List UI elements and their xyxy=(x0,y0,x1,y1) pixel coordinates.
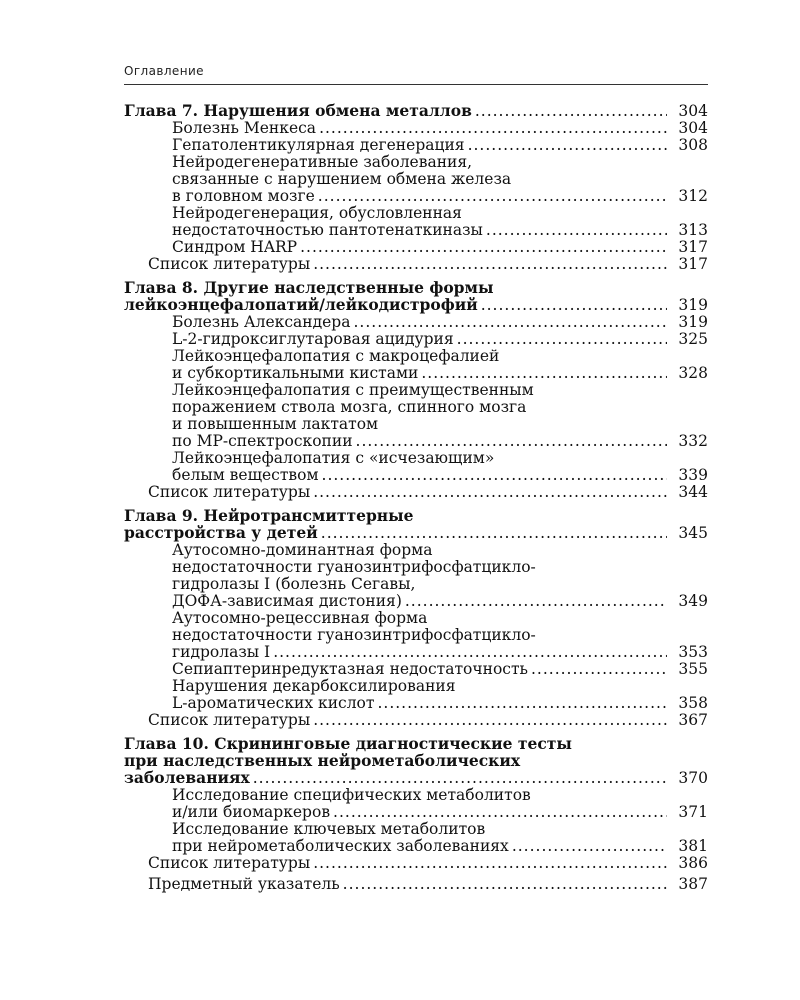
toc-page-number: 381 xyxy=(678,837,708,855)
dot-leader xyxy=(313,712,667,729)
toc-page-number: 319 xyxy=(678,313,708,331)
dot-leader xyxy=(512,838,667,855)
toc-page-number: 370 xyxy=(678,769,708,787)
dot-leader xyxy=(319,120,667,137)
toc-entry-title-line: Синдром HARP xyxy=(172,238,298,256)
toc-entry-title-line: L-2-гидроксиглутаровая ацидурия xyxy=(172,330,454,348)
toc-page-number: 319 xyxy=(678,296,708,314)
toc-entry-title-line: и повышенным лактатом xyxy=(172,415,379,433)
toc-entry-title-line: Список литературы xyxy=(148,711,311,729)
toc-entry-title-line: Глава 10. Скрининговые диагностические тесты xyxy=(124,734,572,753)
toc-page-number: 344 xyxy=(678,483,708,501)
toc-page-number: 313 xyxy=(678,221,708,239)
toc-entry-title-line: лейкоэнцефалопатий/лейкодистрофий xyxy=(124,295,478,314)
running-head: Оглавление xyxy=(124,64,204,78)
toc-entry[interactable] xyxy=(124,821,708,855)
toc-entry-title-line: Болезнь Менкеса xyxy=(172,119,317,137)
dot-leader xyxy=(273,644,667,661)
toc-page-number: 317 xyxy=(678,255,708,273)
toc-page-number: 304 xyxy=(678,102,708,120)
toc-entry-title-line: и/или биомаркеров xyxy=(172,803,331,821)
toc-entry[interactable] xyxy=(124,239,708,256)
toc-entry-title-line: недостаточности гуанозинтрифосфатцикло- xyxy=(172,558,536,576)
toc-entry[interactable] xyxy=(124,450,708,484)
toc-entry[interactable] xyxy=(124,205,708,239)
dot-leader xyxy=(321,525,667,542)
dot-leader xyxy=(300,239,667,256)
toc-entry-title-line: Исследование специфических метаболитов xyxy=(172,786,531,804)
dot-leader xyxy=(253,770,667,787)
dot-leader xyxy=(353,314,667,331)
toc-entry[interactable] xyxy=(124,137,708,154)
toc-entry-title-line: белым веществом xyxy=(172,466,319,484)
toc-entry-title-line: Исследование ключевых метаболитов xyxy=(172,820,486,838)
toc-entry-title-line: Предметный указатель xyxy=(148,875,340,893)
toc-entry-title-line: при нейрометаболических заболеваниях xyxy=(172,837,509,855)
dot-leader xyxy=(313,855,667,872)
dot-leader xyxy=(356,433,667,450)
toc-entry[interactable] xyxy=(124,855,708,872)
toc-entry-title-line: Глава 9. Нейротрансмиттерные xyxy=(124,506,414,525)
toc-entry[interactable] xyxy=(124,256,708,273)
toc-entry[interactable] xyxy=(124,678,708,712)
toc-page-number: 308 xyxy=(678,136,708,154)
dot-leader xyxy=(531,661,667,678)
toc-page-number: 367 xyxy=(678,711,708,729)
toc-entry[interactable] xyxy=(124,787,708,821)
toc-page-number: 371 xyxy=(678,803,708,821)
toc-entry-title-line: в головном мозге xyxy=(172,187,315,205)
dot-leader xyxy=(405,593,667,610)
toc-page-number: 325 xyxy=(678,330,708,348)
dot-leader xyxy=(318,188,667,205)
toc-entry-title-line: при наследственных нейрометаболических xyxy=(124,751,521,770)
dot-leader xyxy=(333,804,667,821)
toc-page-number: 349 xyxy=(678,592,708,610)
toc-entry[interactable] xyxy=(124,314,708,331)
toc-entry-title-line: Болезнь Александера xyxy=(172,313,351,331)
toc-entry-title-line: Сепиаптеринредуктазная недостаточность xyxy=(172,660,528,678)
header-rule xyxy=(124,84,708,85)
toc-entry-title-line: Лейкоэнцефалопатия с «исчезающим» xyxy=(172,449,495,467)
toc-chapter-entry[interactable] xyxy=(124,102,708,120)
toc-entry-title-line: Аутосомно-доминантная форма xyxy=(172,541,433,559)
toc-chapter-entry[interactable] xyxy=(124,735,708,787)
toc-entry-title-line: Нейродегенерация, обусловленная xyxy=(172,204,462,222)
toc-entry-title-line: Глава 8. Другие наследственные формы xyxy=(124,278,494,297)
toc-entry-title-line: гидролазы I xyxy=(172,643,271,661)
toc-page-number: 328 xyxy=(678,364,708,382)
toc-entry[interactable] xyxy=(124,382,708,450)
toc-entry-title-line: Список литературы xyxy=(148,854,311,872)
toc-page-number: 358 xyxy=(678,694,708,712)
toc-entry-title-line: и субкортикальными кистами xyxy=(172,364,419,382)
toc-entry-title-line: по МР-спектроскопии xyxy=(172,432,353,450)
toc-entry[interactable] xyxy=(124,154,708,205)
toc-entry[interactable] xyxy=(124,661,708,678)
toc-page-number: 339 xyxy=(678,466,708,484)
toc-entry[interactable] xyxy=(124,484,708,501)
toc-entry[interactable] xyxy=(124,120,708,137)
toc-entry-title-line: ДОФА-зависимая дистония) xyxy=(172,592,402,610)
toc-entry[interactable] xyxy=(124,610,708,661)
toc-entry-title-line: Нарушения декарбоксилирования xyxy=(172,677,456,695)
toc-entry-title-line: недостаточности гуанозинтрифосфатцикло- xyxy=(172,626,536,644)
toc-page-number: 345 xyxy=(678,524,708,542)
toc-page-number: 355 xyxy=(678,660,708,678)
dot-leader xyxy=(313,484,667,501)
dot-leader xyxy=(468,137,667,154)
dot-leader xyxy=(475,103,667,120)
toc-page-number: 312 xyxy=(678,187,708,205)
dot-leader xyxy=(421,365,667,382)
toc-entry[interactable] xyxy=(124,876,708,893)
toc-page-number: 317 xyxy=(678,238,708,256)
toc-entry-title-line: заболеваниях xyxy=(124,768,250,787)
toc-entry-title-line: Лейкоэнцефалопатия с преимущественным xyxy=(172,381,534,399)
dot-leader xyxy=(481,297,667,314)
toc-chapter-entry[interactable] xyxy=(124,507,708,542)
toc-entry-title-line: поражением ствола мозга, спинного мозга xyxy=(172,398,527,416)
toc-entry-title-line: Нейродегенеративные заболевания, xyxy=(172,153,473,171)
table-of-contents xyxy=(124,102,708,893)
toc-page-number: 353 xyxy=(678,643,708,661)
toc-entry-title-line: L-ароматических кислот xyxy=(172,694,375,712)
toc-entry-title-line: Лейкоэнцефалопатия с макроцефалией xyxy=(172,347,500,365)
toc-page-number: 386 xyxy=(678,854,708,872)
toc-entry[interactable] xyxy=(124,348,708,382)
toc-entry[interactable] xyxy=(124,542,708,610)
toc-entry-title-line: недостаточностью пантотенаткиназы xyxy=(172,221,483,239)
dot-leader xyxy=(343,876,667,893)
dot-leader xyxy=(322,467,667,484)
toc-page-number: 387 xyxy=(678,875,708,893)
toc-entry-title-line: гидролазы I (болезнь Сегавы, xyxy=(172,575,416,593)
toc-page-number: 332 xyxy=(678,432,708,450)
toc-entry-title-line: Гепатолентикулярная дегенерация xyxy=(172,136,465,154)
toc-entry-title-line: Список литературы xyxy=(148,483,311,501)
toc-entry[interactable] xyxy=(124,331,708,348)
toc-chapter-entry[interactable] xyxy=(124,279,708,314)
toc-entry-title-line: связанные с нарушением обмена железа xyxy=(172,170,512,188)
toc-entry[interactable] xyxy=(124,712,708,729)
dot-leader xyxy=(486,222,667,239)
toc-entry-title-line: расстройства у детей xyxy=(124,523,318,542)
toc-entry-title-line: Глава 7. Нарушения обмена металлов xyxy=(124,101,472,120)
dot-leader xyxy=(457,331,667,348)
dot-leader xyxy=(377,695,667,712)
toc-entry-title-line: Список литературы xyxy=(148,255,311,273)
dot-leader xyxy=(313,256,667,273)
toc-entry-title-line: Аутосомно-рецессивная форма xyxy=(172,609,428,627)
toc-page-number: 304 xyxy=(678,119,708,137)
